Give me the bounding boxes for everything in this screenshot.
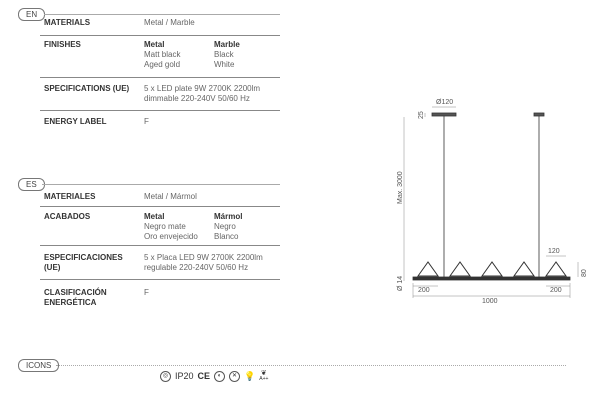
section-tag-en: EN <box>18 8 45 21</box>
finish-col2-item: Blanco <box>214 232 239 241</box>
dim-canopy-height: 25 <box>418 111 425 119</box>
finish-col1-head: Metal <box>144 40 165 49</box>
dim-total-length: 1000 <box>482 298 498 305</box>
finish-col1-item: Negro mate <box>144 222 186 231</box>
value-energy: F <box>144 117 149 126</box>
finish-col1-item: Matt black <box>144 50 181 59</box>
finish-col2-item: Black <box>214 50 234 59</box>
dim-shade-width: 120 <box>548 248 560 255</box>
value-materials: Metal / Marble <box>144 18 195 27</box>
shade <box>418 262 438 276</box>
no-disposal-icon: ✕ <box>229 371 240 382</box>
finish-col1-item: Oro envejecido <box>144 232 198 241</box>
finish-col2-item: Negro <box>214 222 236 231</box>
spec-line: 5 x LED plate 9W 2700K 2200lm <box>144 84 261 93</box>
section-tag-es: ES <box>18 178 45 191</box>
dim-end-right: 200 <box>550 287 562 294</box>
value-energy: F <box>144 288 149 297</box>
shade <box>450 262 470 276</box>
label-materials: MATERIALS <box>44 18 91 27</box>
dim-shade-height: 80 <box>581 269 588 277</box>
leaf-icon: ❦ <box>260 370 267 377</box>
spec-line: 5 x Placa LED 9W 2700K 2200lm <box>144 253 263 262</box>
label-especificaciones: ESPECIFICACIONES <box>44 253 123 262</box>
canopy-right <box>534 113 544 116</box>
shade <box>482 262 502 276</box>
led-bulb-icon: 💡 <box>244 370 256 381</box>
label-acabados: ACABADOS <box>44 212 91 221</box>
finish-col2-head: Mármol <box>214 212 243 221</box>
energy-class-label: A++ <box>259 376 269 382</box>
value-materiales: Metal / Mármol <box>144 192 197 201</box>
lamp-bar <box>413 277 570 280</box>
label-finishes: FINISHES <box>44 40 81 49</box>
canopy-left <box>432 113 456 116</box>
dim-cable-length: Max. 3000 <box>397 171 404 204</box>
finish-col1-item: Aged gold <box>144 60 181 69</box>
ce-mark-icon: CE <box>197 371 211 381</box>
finish-col2-item: White <box>214 60 235 69</box>
dim-bar-diameter: Ø 14 <box>397 275 404 291</box>
label-clasificacion: CLASIFICACIÓN <box>44 288 107 297</box>
class-ii-icon: ◎ <box>160 371 171 382</box>
finish-col1-head: Metal <box>144 212 165 221</box>
ip-rating: IP20 <box>175 371 194 381</box>
shade <box>546 262 566 276</box>
label-specifications: SPECIFICATIONS (UE) <box>44 84 130 93</box>
section-tag-icons: ICONS <box>18 359 59 372</box>
label-energy: ENERGY LABEL <box>44 117 107 126</box>
dimmable-icon: ◐ <box>214 371 225 382</box>
label-materiales: MATERIALES <box>44 192 96 201</box>
label-clasificacion: ENERGÉTICA <box>44 298 97 307</box>
label-especificaciones: (UE) <box>44 263 61 272</box>
spec-line: regulable 220-240V 50/60 Hz <box>144 263 249 272</box>
dim-canopy-diameter: Ø120 <box>436 99 454 106</box>
dim-end-left: 200 <box>418 287 430 294</box>
spec-line: dimmable 220-240V 50/60 Hz <box>144 94 250 103</box>
shade <box>514 262 534 276</box>
finish-col2-head: Marble <box>214 40 240 49</box>
